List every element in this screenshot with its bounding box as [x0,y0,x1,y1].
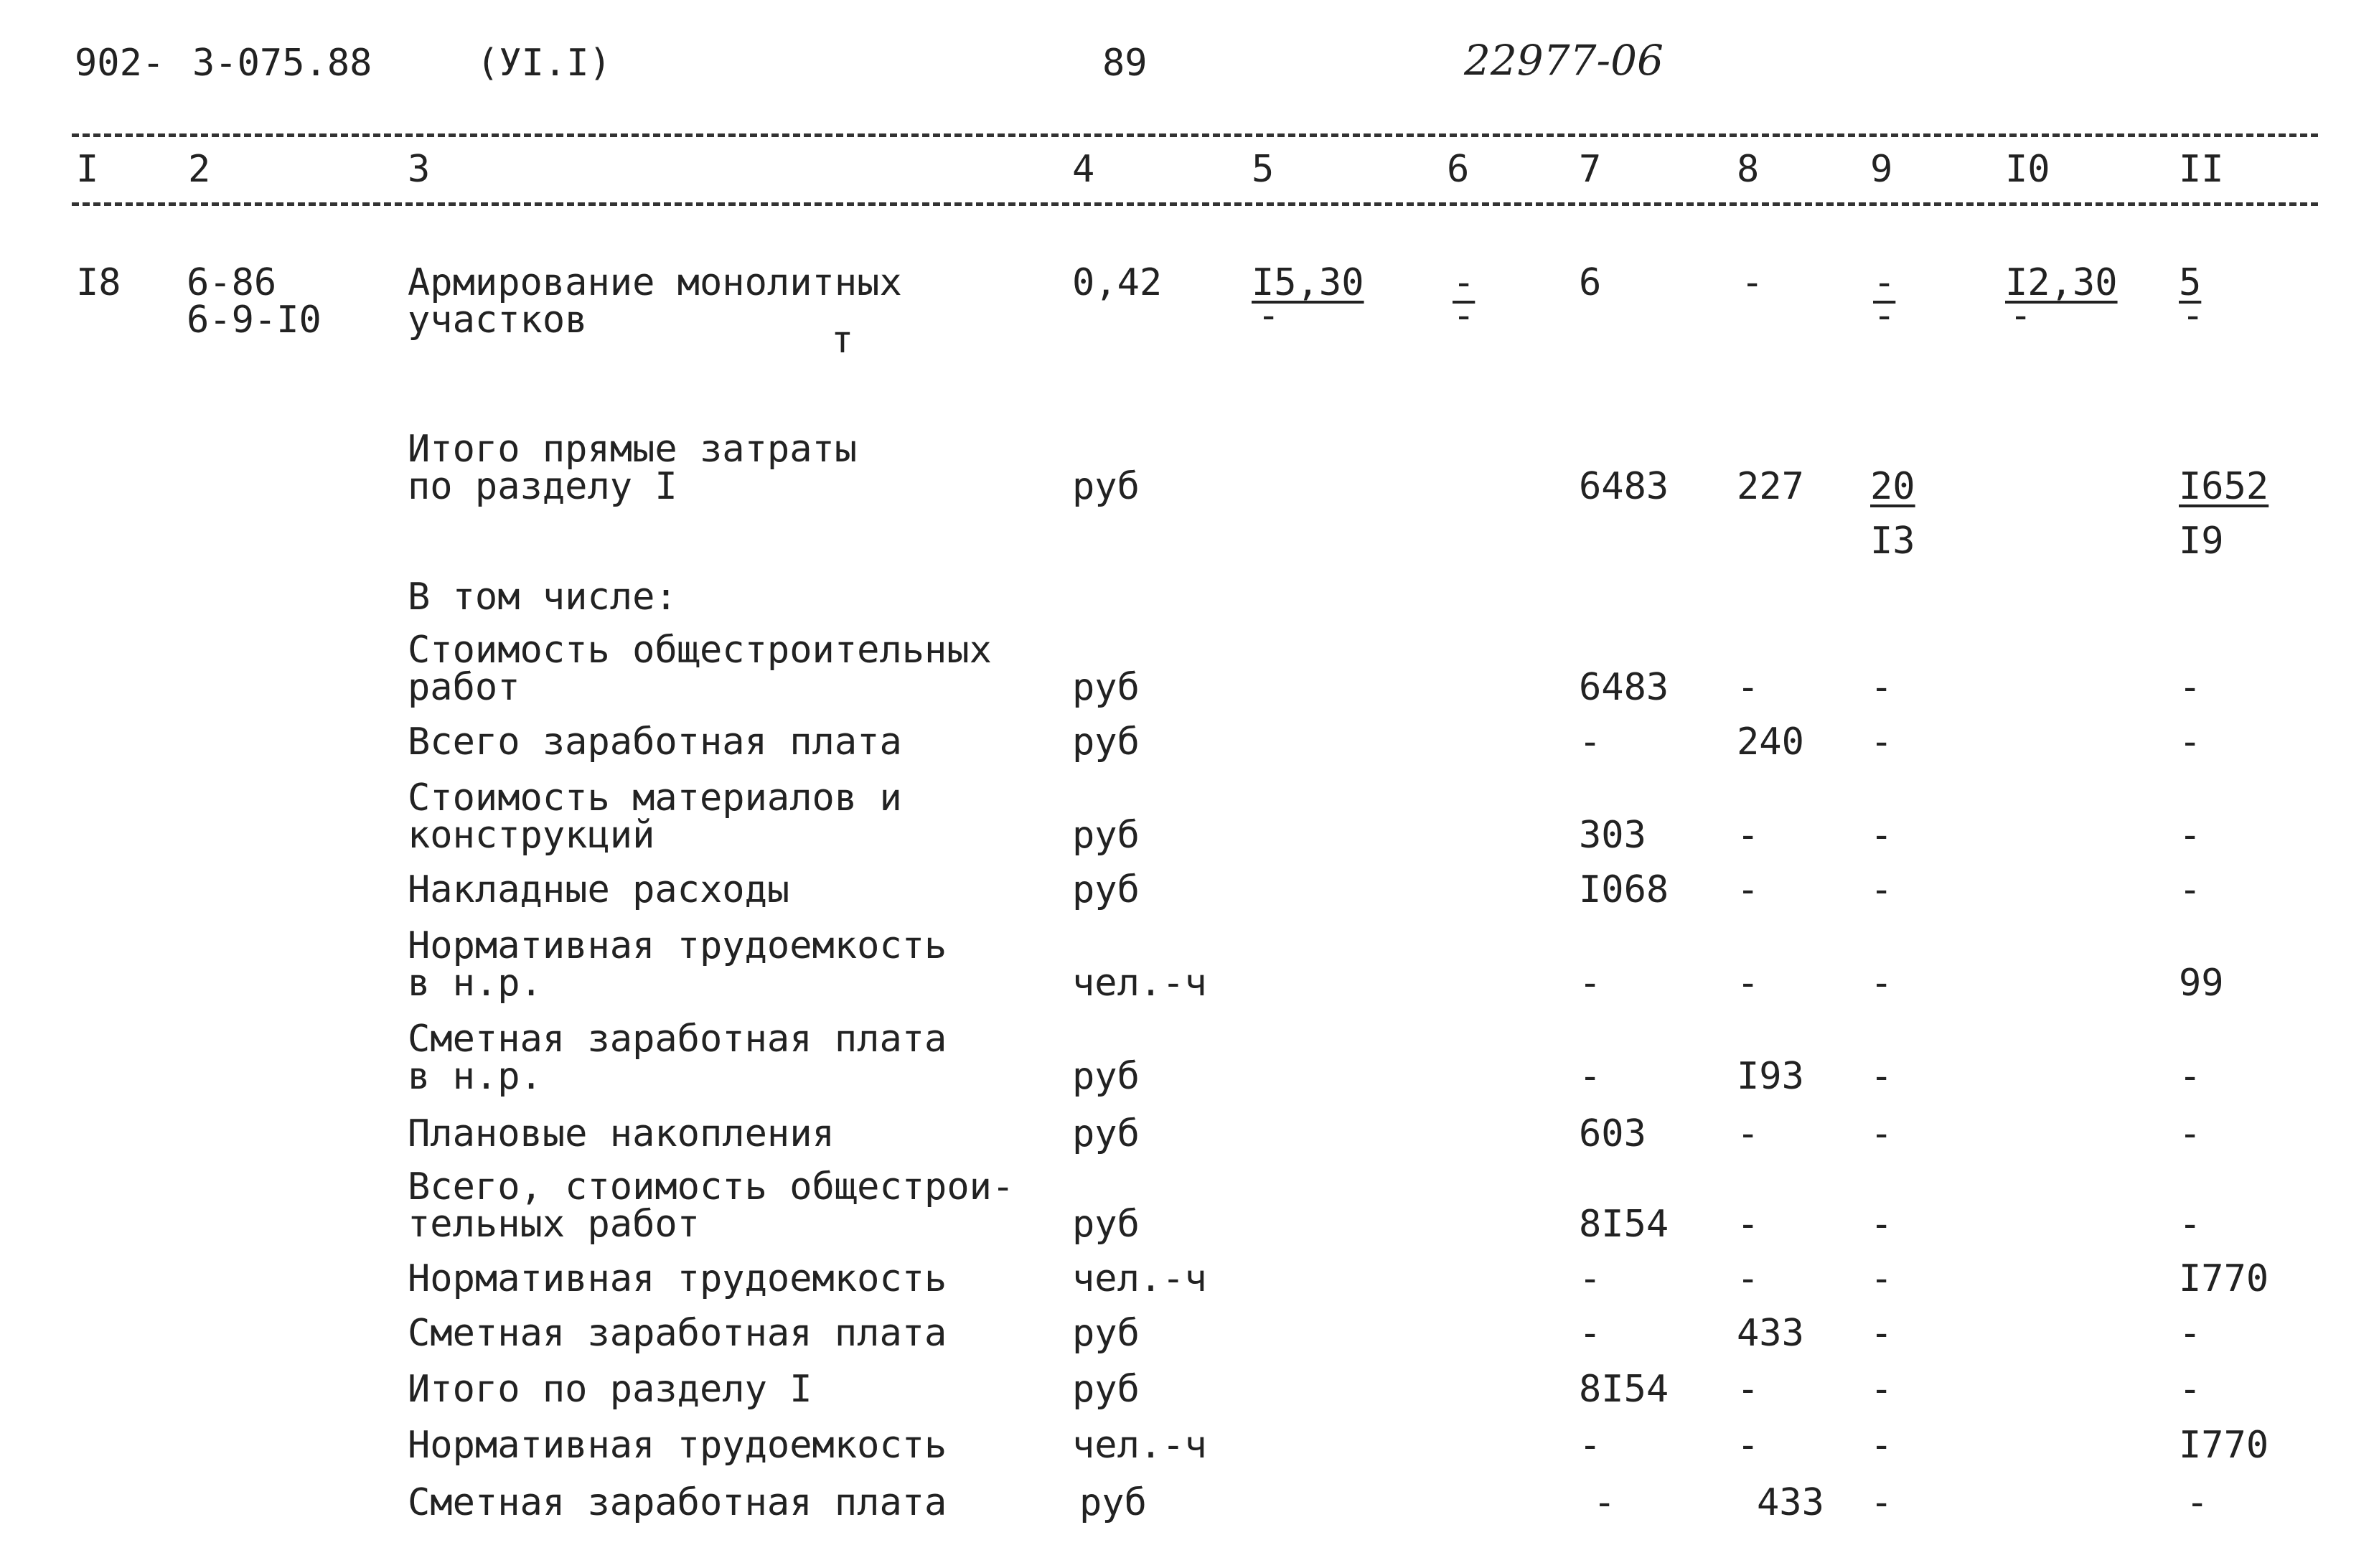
col-header-9: 9 [1870,148,1893,191]
row-c11: - [2186,1481,2209,1524]
row-c9: - [1870,1481,1893,1524]
row-c11: - [2179,1112,2202,1155]
col-header-1: I [76,148,99,191]
row-unit: чел.-ч [1072,962,1207,1005]
item-c5-bottom: - [1257,294,1280,337]
row-c11: - [2179,720,2202,764]
row-c11: - [2179,1055,2202,1098]
row-label-cont: работ [408,666,520,709]
direct-costs-c7: 6483 [1579,465,1669,508]
direct-costs-c11-bottom: I9 [2179,520,2224,563]
row-label: Стоимость общестроительных [408,629,992,672]
row-c7: - [1579,962,1602,1005]
row-c11: - [2179,1203,2202,1246]
row-c8: 433 [1737,1312,1804,1355]
col-header-6: 6 [1447,148,1470,191]
row-c8: - [1737,1424,1760,1467]
direct-costs-c8: 227 [1737,465,1804,508]
col-header-10: I0 [2005,148,2050,191]
row-label: Сметная заработная плата [408,1018,947,1061]
row-c11: - [2179,1312,2202,1355]
row-label-cont: в н.р. [408,1055,543,1098]
row-c7: 8I54 [1579,1368,1669,1411]
doc-code: 3-075.88 [192,42,372,85]
row-label: Сметная заработная плата [408,1481,947,1524]
row-c7: - [1579,1257,1602,1300]
row-c8: - [1737,1203,1760,1246]
row-c9: - [1870,868,1893,911]
row-c7: 303 [1579,814,1646,857]
item-c10-top: I2,30 [2005,261,2118,304]
page-number: 89 [1102,42,1148,85]
header-rule-top [72,133,2318,137]
col-header-11: II [2179,148,2224,191]
item-c11-top: 5 [2179,261,2202,304]
direct-costs-label: Итого прямые затраты [408,428,858,471]
doc-code-prefix: 902- [75,42,165,85]
row-c8: I93 [1737,1055,1804,1098]
row-unit: руб [1072,1312,1140,1355]
item-code: 6-86 [187,261,277,304]
item-c7: 6 [1579,261,1602,304]
item-name: Армирование монолитных [408,261,902,304]
row-c8: - [1737,868,1760,911]
col-header-5: 5 [1252,148,1275,191]
col-header-8: 8 [1737,148,1760,191]
row-label: Итого по разделу I [408,1368,812,1411]
row-c9: - [1870,962,1893,1005]
row-label-cont: тельных работ [408,1203,700,1246]
item-c9-top: - [1873,261,1896,304]
direct-costs-c9-bottom: I3 [1870,520,1915,563]
item-quantity: 0,42 [1072,261,1163,304]
row-c9: - [1870,1257,1893,1300]
sheet-number-handwritten: 22977-06 [1464,36,1664,85]
row-c8: - [1737,1112,1760,1155]
item-unit: т [831,319,854,362]
row-c9: - [1870,1312,1893,1355]
item-name-cont: участков [408,299,588,342]
row-unit: руб [1072,666,1140,709]
row-c7: 603 [1579,1112,1646,1155]
row-c9: - [1870,720,1893,764]
item-code-secondary: 6-9-I0 [187,299,322,342]
header-rule-bottom [72,202,2318,206]
item-c6-top: - [1453,261,1475,304]
row-label: Нормативная трудоемкость [408,924,947,967]
row-c11: I770 [2179,1424,2269,1467]
row-unit: руб [1072,720,1140,764]
row-c9: - [1870,1368,1893,1411]
row-c9: - [1870,1203,1893,1246]
row-c7: - [1579,1312,1602,1355]
row-c9: - [1870,1055,1893,1098]
row-label: Сметная заработная плата [408,1312,947,1355]
row-c7: - [1579,720,1602,764]
item-c8: - [1741,261,1764,304]
row-unit: чел.-ч [1072,1424,1207,1467]
row-c11: - [2179,814,2202,857]
row-c11: - [2179,868,2202,911]
row-c9: - [1870,1424,1893,1467]
row-label: Всего заработная плата [408,720,902,764]
row-c7: - [1593,1481,1616,1524]
row-label-cont: в н.р. [408,962,543,1005]
item-c5-top: I5,30 [1252,261,1364,304]
doc-section: (УI.I) [477,42,611,85]
row-unit: руб [1072,1055,1140,1098]
row-unit: руб [1072,814,1140,857]
row-label: Плановые накопления [408,1112,835,1155]
direct-costs-c11-top: I652 [2179,465,2269,508]
row-c11: I770 [2179,1257,2269,1300]
direct-costs-unit: руб [1072,465,1140,508]
row-c9: - [1870,666,1893,709]
row-label: Нормативная трудоемкость [408,1424,947,1467]
row-label: Нормативная трудоемкость [408,1257,947,1300]
row-c7: - [1579,1055,1602,1098]
item-c11-bottom: - [2182,294,2205,337]
row-c8: - [1737,962,1760,1005]
col-header-2: 2 [188,148,211,191]
item-c6-bottom: - [1453,294,1475,337]
row-c9: - [1870,1112,1893,1155]
row-unit: руб [1072,1203,1140,1246]
direct-costs-label-cont: по разделу I [408,465,677,508]
item-c9-bottom: - [1873,294,1896,337]
row-c11: 99 [2179,962,2224,1005]
row-c8: - [1737,1368,1760,1411]
row-label: Всего, стоимость общестрои- [408,1165,1015,1208]
row-c11: - [2179,1368,2202,1411]
row-c8: - [1737,814,1760,857]
row-c7: 6483 [1579,666,1669,709]
item-c10-bottom: - [2009,294,2032,337]
row-label-cont: конструкций [408,814,655,857]
row-c8: - [1737,1257,1760,1300]
row-unit: руб [1072,868,1140,911]
row-c7: - [1579,1424,1602,1467]
direct-costs-c9-top: 20 [1870,465,1915,508]
row-c11: - [2179,666,2202,709]
col-header-4: 4 [1072,148,1095,191]
row-unit: руб [1079,1481,1147,1524]
item-number: I8 [76,261,121,304]
row-unit: чел.-ч [1072,1257,1207,1300]
row-unit: руб [1072,1112,1140,1155]
row-c9: - [1870,814,1893,857]
row-c8: 240 [1737,720,1804,764]
col-header-7: 7 [1579,148,1602,191]
including-label: В том числе: [408,576,677,619]
row-c7: I068 [1579,868,1669,911]
row-unit: руб [1072,1368,1140,1411]
row-c8: - [1737,666,1760,709]
row-label: Стоимость материалов и [408,776,902,820]
row-c7: 8I54 [1579,1203,1669,1246]
row-label: Накладные расходы [408,868,790,911]
col-header-3: 3 [408,148,431,191]
row-c8: 433 [1757,1481,1824,1524]
